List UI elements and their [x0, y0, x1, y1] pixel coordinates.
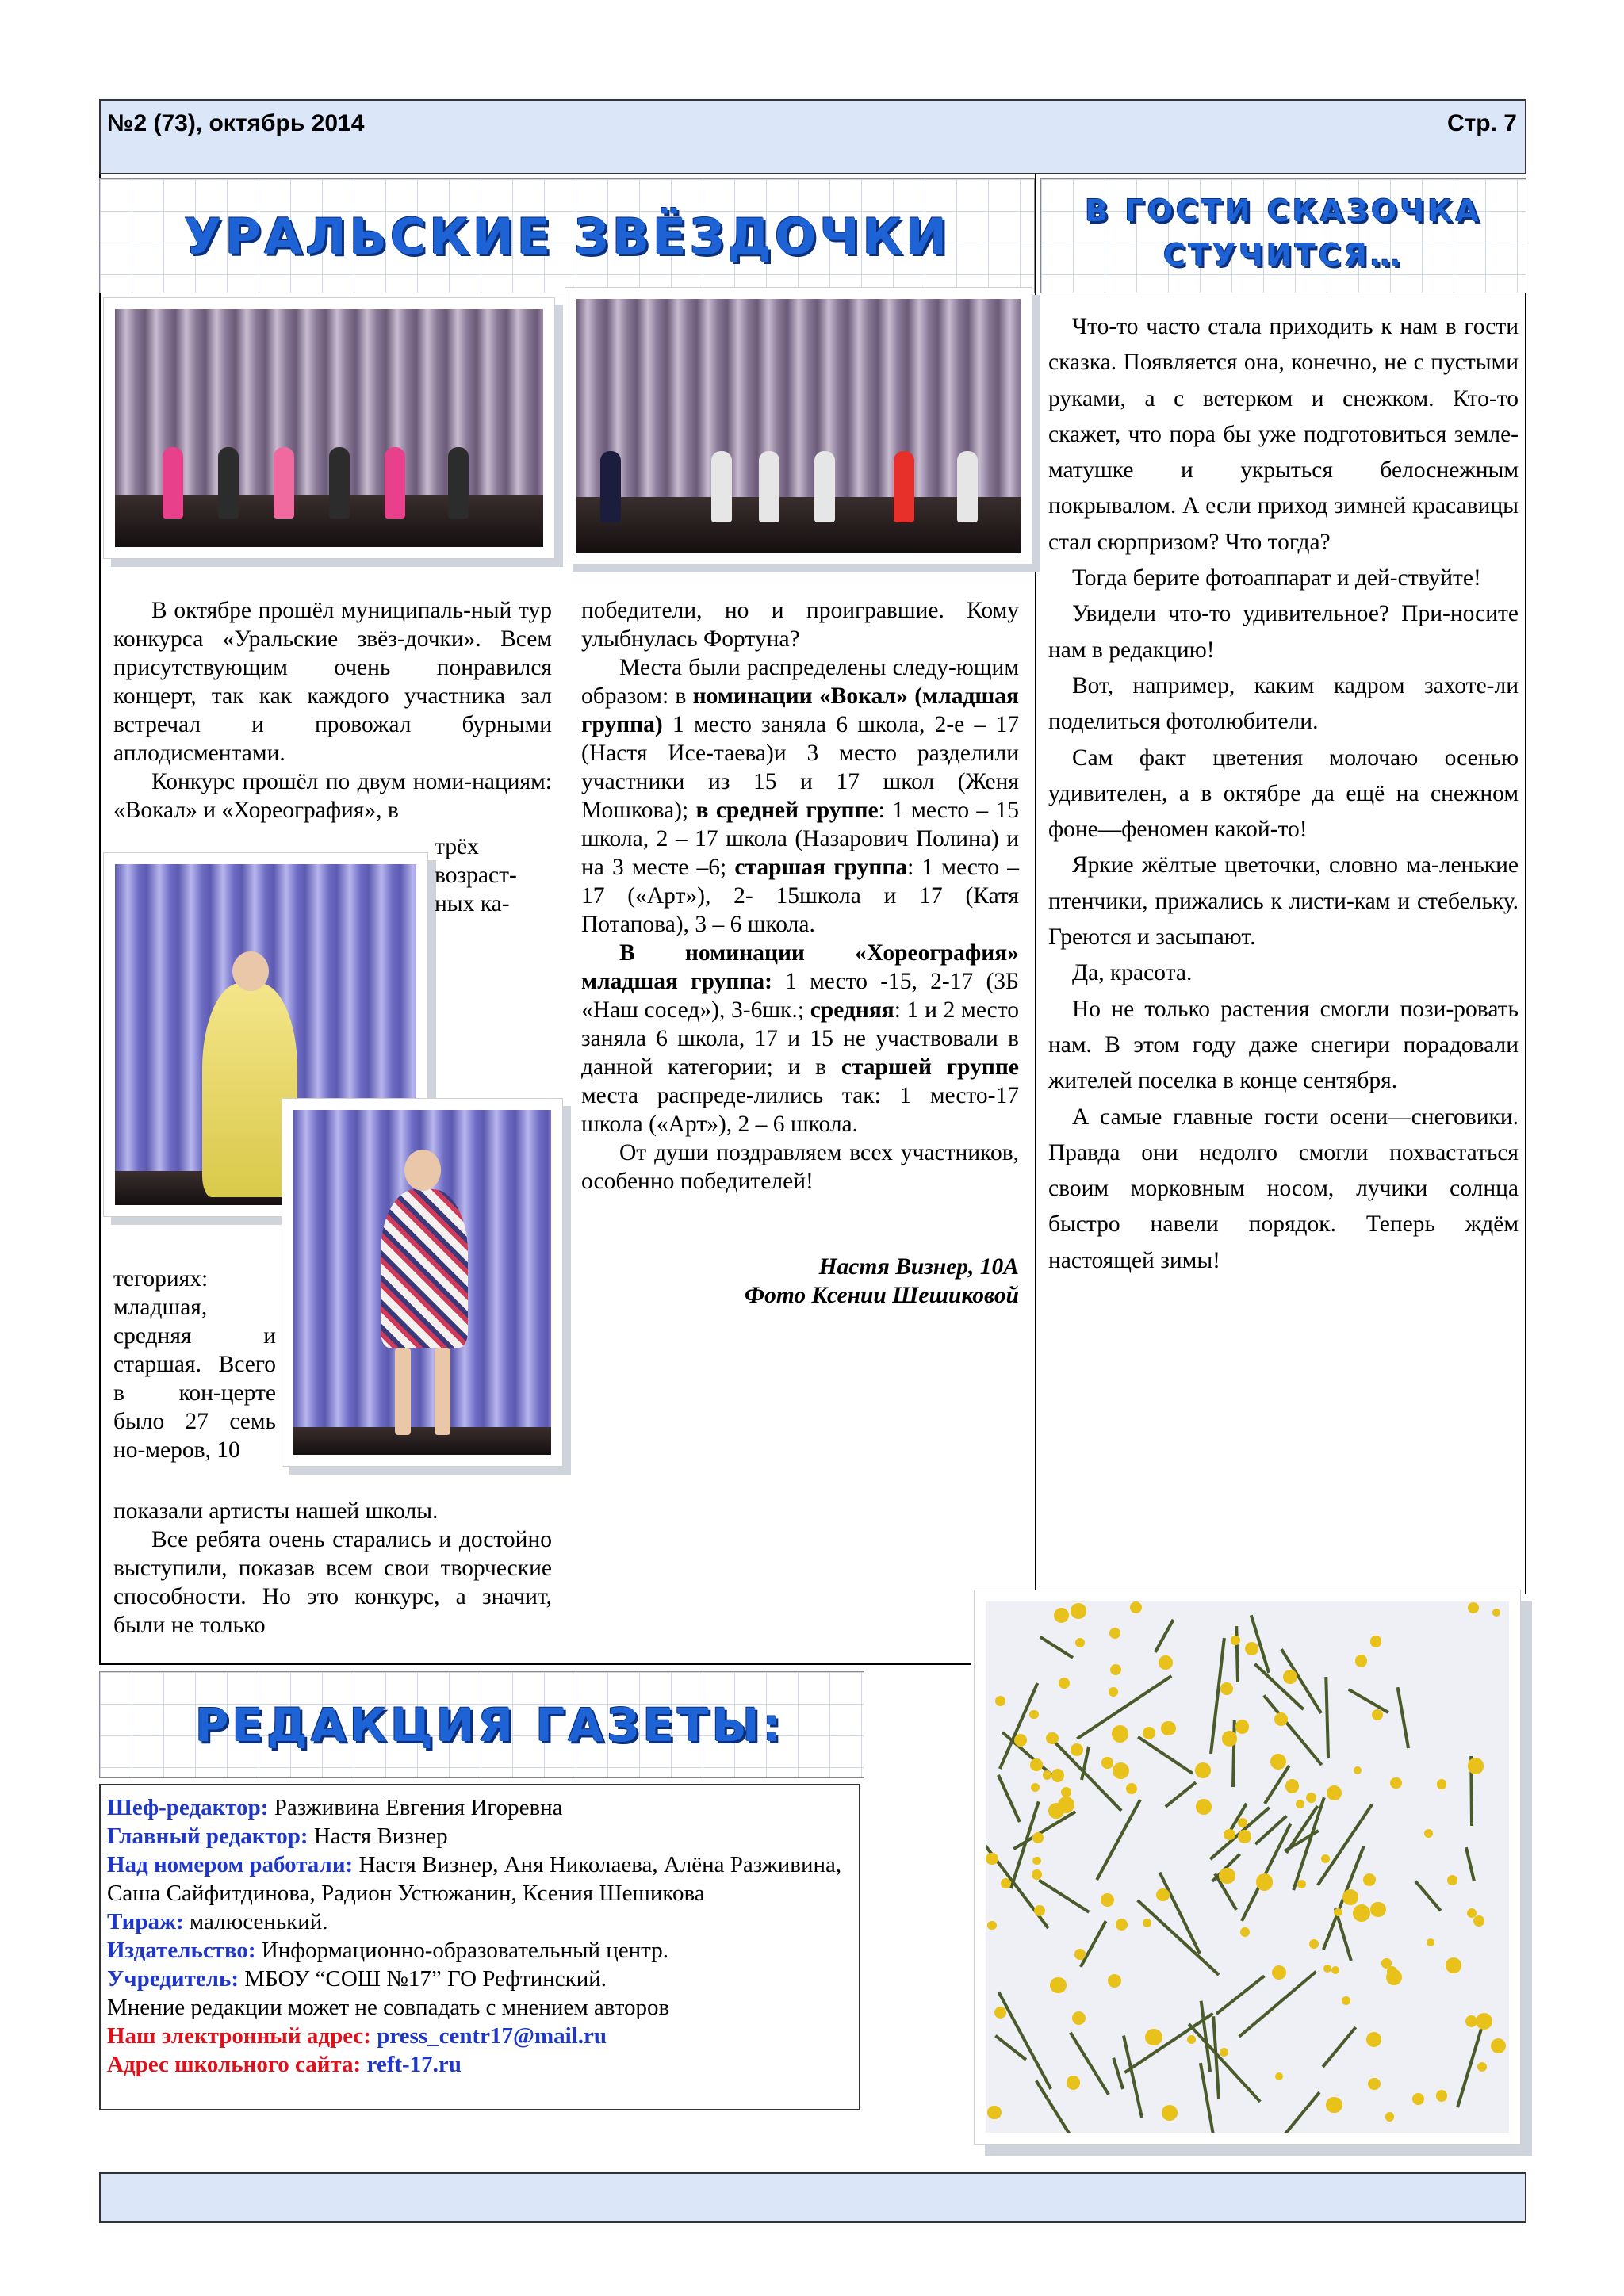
- frame-left-line: [99, 174, 101, 1665]
- paragraph: От души поздравляем всех участников, особенно победителей!: [581, 1140, 1019, 1194]
- paragraph: Конкурс прошёл по двум номи-нациям: «Вокал» и «Хореография», в: [113, 769, 552, 823]
- paragraph: Увидели что-то удивительное? При-носите нам в редакцию!: [1048, 601, 1519, 663]
- main-editor-value: Настя Визнер: [308, 1823, 448, 1849]
- paragraph: Но не только растения смогли пози-ровать нам. В этом году даже снегири порадовали жителей поселка в конце сентября.: [1048, 996, 1519, 1094]
- chief-value: Разживина Евгения Игоревна: [268, 1795, 563, 1820]
- article1-col1-top: [113, 596, 552, 825]
- paragraph: показали артисты нашей школы.: [113, 1498, 439, 1524]
- page-footer: [99, 2172, 1526, 2223]
- title-banner-1: [99, 178, 1035, 293]
- paragraph: Да, красота.: [1072, 960, 1193, 986]
- article1-col1-bottom: [113, 1497, 552, 1640]
- photo-singers: [565, 287, 1032, 564]
- photo-singer-dress: [282, 1098, 563, 1467]
- page-header: [99, 99, 1526, 174]
- paragraph: Что-то часто стала приходить к нам в гости сказка. Появляется она, конечно, не с пустыми руками, а с ветерком и снежком. Кто-то скажет, что пора бы уже подготовиться земле-матушке и укрыться белоснежным покрывалом. А если приход зимней красавицы стал сюрпризом? Что тогда?: [1048, 314, 1519, 555]
- editorial-box: [99, 1784, 860, 2110]
- paragraph: Тогда берите фотоаппарат и дей-ствуйте!: [1072, 565, 1481, 591]
- article1-photo-credit: Фото Ксении Шешиковой: [745, 1283, 1019, 1308]
- title-banner-editorial: [99, 1671, 864, 1778]
- paragraph: Яркие жёлтые цветочки, словно ма-ленькие птенчики, прижались к листи-кам и стебельку. Греются и засыпают.: [1048, 852, 1519, 951]
- paragraph: победители, но и проигравшие. Кому улыбнулась Фортуна?: [581, 598, 1019, 652]
- editorial-title: РЕДАКЦИЯ ГАЗЕТЫ:: [195, 1698, 784, 1752]
- publisher-label: Издательство:: [107, 1938, 256, 1963]
- site-label: Адрес школьного сайта:: [107, 2052, 362, 2077]
- disclaimer: Мнение редакции может не совпадать с мнением авторов: [107, 1995, 670, 2020]
- publisher-value: Информационно-образовательный центр.: [255, 1938, 668, 1963]
- section-rule: [99, 1663, 971, 1665]
- circulation-label: Тираж:: [107, 1909, 184, 1934]
- article1-wrap-right: трёх возраст-ных ка-: [435, 834, 517, 916]
- frame-right-line: [1525, 293, 1526, 1594]
- team-label: Над номером работали:: [107, 1852, 354, 1877]
- founder-value: МБОУ “СОШ №17” ГО Рефтинский.: [239, 1966, 607, 1992]
- paragraph: Сам факт цветения молочаю осенью удивителен, а в октябре да ещё на снежном фоне—феномен какой-то!: [1048, 744, 1519, 843]
- paragraph: В октябре прошёл муниципаль-ный тур конкурса «Уральские звёз-дочки». Всем присутствующим очень понравился концерт, так как каждого участника зал встречал и провожал бурными аплодисментами.: [113, 598, 552, 766]
- chief-label: Шеф-редактор:: [107, 1795, 269, 1820]
- article-title-line1: В ГОСТИ СКАЗОЧКА: [1085, 193, 1482, 228]
- paragraph: А самые главные гости осени—снеговики. Правда они недолго смогли похвастаться своим морковным носом, лучики солнца быстро навели порядок. Теперь ждём настоящей зимы!: [1048, 1104, 1519, 1273]
- email-link[interactable]: press_centr17@mail.ru: [370, 2023, 607, 2049]
- article-title-line2: СТУЧИТСЯ…: [1163, 238, 1404, 273]
- article1-col2: [581, 596, 1019, 1310]
- article1-author: Настя Визнер, 10А: [818, 1254, 1019, 1280]
- paragraph: Места были распределены следу-ющим образом: в номинации «Вокал» (младшая группа) 1 место заняла 6 школа, 2-е – 17 (Настя Исе-таева)и 3 место разделили участники из 15 и 17 школ (Женя Мошкова); в средней группе: 1 место – 15 школа, 2 – 17 школа (Назарович Полина) и на 3 месте –6; старшая группа: 1 место – 17 («Арт»), 2- 15школа и 17 (Катя Потапова), 3 – 6 школа.: [581, 655, 1020, 937]
- article2-body: [1048, 309, 1519, 1279]
- site-link[interactable]: reft-17.ru: [361, 2052, 462, 2077]
- page-number: Стр. 7: [1446, 110, 1517, 136]
- photo-dancers: [103, 297, 555, 559]
- issue-number: №2 (73), октябрь 2014: [107, 110, 365, 136]
- email-label: Наш электронный адрес:: [107, 2023, 371, 2049]
- article-title-uralskie: УРАЛЬСКИЕ ЗВЁЗДОЧКИ: [183, 208, 951, 266]
- founder-label: Учредитель:: [107, 1966, 239, 1992]
- paragraph: Все ребята очень старались и достойно выступили, показав всем свои творческие способности. Но это конкурс, а значит, были не только: [113, 1527, 552, 1638]
- main-editor-label: Главный редактор:: [107, 1823, 308, 1849]
- article1-wrap-left: тегориях: младшая, средняя и старшая. Всего в кон-церте было 27 семь но-меров, 10: [113, 1266, 276, 1463]
- circulation-value: малюсенький.: [183, 1909, 328, 1934]
- paragraph: Вот, например, каким кадром захоте-ли поделиться фотолюбители.: [1048, 672, 1519, 735]
- team-value: Настя Визнер, Аня Николаева, Алёна Разживина, Саша Сайфитдинова, Радион Устюжанин, Ксения Шешикова: [107, 1852, 842, 1906]
- photo-flowers-snow: [974, 1590, 1521, 2145]
- paragraph: В номинации «Хореография» младшая группа: 1 место -15, 2-17 (3Б «Наш сосед»), 3-6шк.; средняя: 1 и 2 место заняла 6 школа, 17 и 15 не участвовали в данной категории; и в старшей группе места распреде-лились так: 1 место-17 школа («Арт»), 2 – 6 школа.: [581, 940, 1020, 1137]
- column-divider: [1035, 174, 1036, 1594]
- title-banner-2: [1040, 178, 1526, 293]
